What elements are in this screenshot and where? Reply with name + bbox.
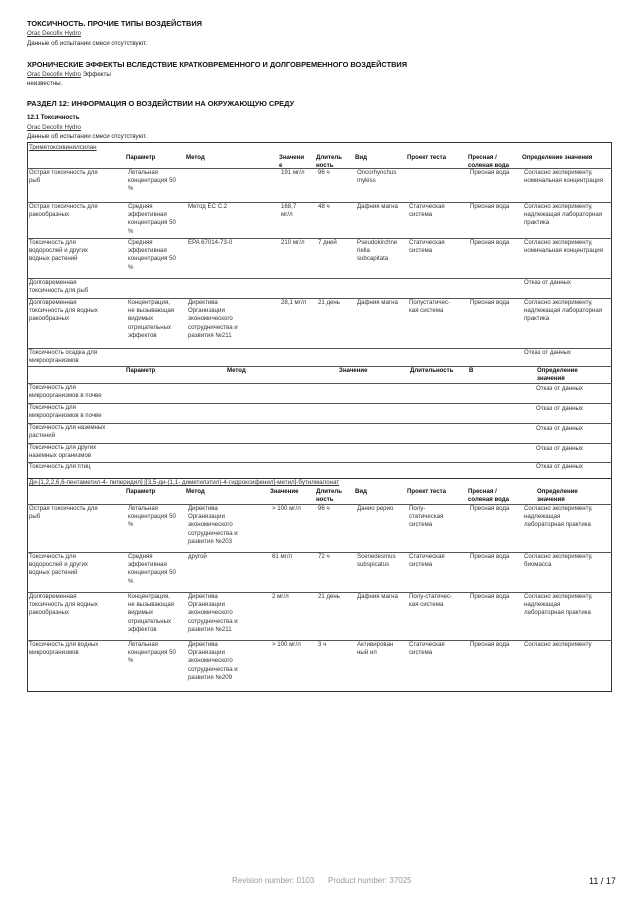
table-cell: Отказ от данных: [524, 349, 571, 356]
table-cell: Средняя эффективная концентрация 50 %: [128, 239, 176, 271]
column-header: Вид: [355, 154, 368, 161]
column-header: Параметр: [126, 488, 156, 495]
table-cell: Согласно эксперименту, надлежащая лабораторная практика: [524, 593, 593, 617]
section-title-toxicity: ТОКСИЧНОСТЬ. ПРОЧИЕ ТИПЫ ВОЗДЕЙСТВИЯ: [27, 19, 202, 28]
row-label: Долговременная токсичность для рыб: [29, 279, 89, 295]
row-label: Острая токсичность для рыб: [29, 505, 98, 521]
table-cell: Oncorhynchus mykiss: [357, 169, 397, 185]
table-cell: Отказ от данных: [536, 425, 583, 432]
column-header: Пресная / соленая вода: [468, 488, 510, 504]
row-label: Токсичность для микроорганизмов в почве: [29, 384, 102, 400]
table-cell: 96 ч: [318, 505, 330, 512]
table-cell: Пресная вода: [470, 505, 510, 512]
table-body: [27, 486, 612, 690]
column-header: Значение: [339, 367, 368, 374]
table-cell: 61 мг/л: [272, 553, 293, 560]
table-cell: Средняя эффективная концентрация 50 %: [128, 553, 176, 585]
table-cell: Согласно эксперименту, надлежащая лабораторная практика: [524, 505, 593, 529]
table-cell: Директива Организации экономического сотрудничества и развития №203: [188, 505, 238, 545]
table-cell: Летальная концентрация 50 %: [128, 169, 176, 193]
column-header: Метод: [227, 367, 246, 374]
section-12-title: РАЗДЕЛ 12: ИНФОРМАЦИЯ О ВОЗДЕЙСТВИИ НА ОКРУЖАЮЩУЮ СРЕДУ: [27, 99, 295, 108]
column-header: В: [469, 367, 474, 374]
column-header: Метод: [186, 488, 205, 495]
table-cell: Отказ от данных: [536, 385, 583, 392]
row-label: Острая токсичность для рыб: [29, 169, 98, 185]
table-cell: Летальная концентрация 50 %: [128, 505, 176, 529]
table-cell: Пресная вода: [470, 169, 510, 176]
table-cell: 48 ч: [318, 203, 330, 210]
table-cell: Pseudokirchne riella subcapitata: [357, 239, 398, 263]
product-line: [27, 71, 111, 79]
table-cell: Scenedesmus subspicatus: [357, 553, 396, 569]
table-cell: Согласно эксперименту, надлежащая лабораторная практика: [524, 203, 603, 227]
table-cell: Отказ от данных: [536, 463, 583, 470]
section-text: неизвестны.: [27, 80, 63, 87]
row-label: Токсичность осадка для микроорганизмов: [29, 349, 98, 365]
column-header: Длитель ность: [316, 488, 342, 504]
product-link[interactable]: Orac Decofix Hydro: [27, 30, 81, 37]
table-cell: Полу- статическая система: [409, 505, 444, 529]
revision-number: Revision number: 0103: [232, 876, 315, 885]
table-cell: Пресная вода: [470, 203, 510, 210]
table-cell: 21 день: [318, 299, 340, 306]
table-cell: 7 дней: [318, 239, 337, 246]
row-label: Токсичность для водорослей и других водных растений: [29, 239, 88, 263]
subsection-title: 12.1 Токсичность: [27, 114, 80, 121]
column-header: Проект теста: [407, 154, 446, 161]
table-cell: Согласно эксперименту, надлежащая лабораторная практика: [524, 299, 603, 323]
table-cell: Директива Организации экономического сотрудничества и развития №209: [188, 641, 238, 681]
row-label: Долговременная токсичность для водных ракообразных: [29, 299, 98, 323]
row-label: Токсичность для водорослей и других водных растений: [29, 553, 88, 577]
row-label: Долговременная токсичность для водных ракообразных: [29, 593, 98, 617]
table-cell: Пресная вода: [470, 299, 510, 306]
table-cell: Летальная концентрация 50 %: [128, 641, 176, 665]
table-cell: Статическая система: [409, 203, 445, 219]
row-label: Токсичность для других наземных организмов: [29, 444, 97, 460]
table-cell: Согласно эксперименту: [524, 641, 592, 648]
table-cell: 28,1 мг/л: [281, 299, 307, 306]
table-cell: 72 ч: [318, 553, 330, 560]
table-cell: Пресная вода: [470, 553, 510, 560]
table-cell: EPA 67014-73-0: [188, 239, 233, 246]
table-cell: Полу-статичес- кая система: [409, 593, 453, 609]
column-header: Определение значения: [522, 154, 593, 161]
table-cell: Согласно эксперименту, биомасса: [524, 553, 593, 569]
column-header: Определение значения: [537, 488, 578, 504]
table-cell: Директива Организации экономического сотрудничества и развития №211: [188, 299, 238, 339]
table-cell: другой: [188, 553, 207, 560]
table-cell: Директива Организации экономического сотрудничества и развития №211: [188, 593, 238, 633]
table-cell: 21 день: [318, 593, 340, 600]
row-label: Токсичность для птиц: [29, 463, 91, 470]
table-cell: Полустатичес- кая система: [409, 299, 451, 315]
table-cell: 2 мг/л: [272, 593, 289, 600]
product-link[interactable]: Orac Decofix Hydro: [27, 124, 81, 131]
table-cell: Концентрация, не вызывающая видимых отрицательных эффектов: [128, 593, 175, 633]
column-header: Параметр: [126, 367, 156, 374]
table-cell: 191 мг/л: [281, 169, 305, 176]
table-cell: Метод ЕС С.2: [188, 203, 228, 210]
table-cell: Концентрация, не вызывающая видимых отрицательных эффектов: [128, 299, 175, 339]
column-header: Пресная / соленая вода: [468, 154, 510, 170]
table-cell: > 100 мг/л: [272, 505, 301, 512]
table-cell: Дафния магна: [357, 203, 398, 210]
table-cell: > 100 мг/л: [272, 641, 301, 648]
row-label: Токсичность для водных микроорганизмов: [29, 641, 99, 657]
table-cell: Пресная вода: [470, 593, 510, 600]
table-cell: Статическая система: [409, 239, 445, 255]
table-cell: Дафния магна: [357, 593, 398, 600]
table-cell: Статическая система: [409, 553, 445, 569]
substance-name: Ди-[1,2,2,6,6-пентаметил-4- пиперидил] [[3,5-ди-(1,1- диметилэтил)-4-гидроксифенил]-метил]-бутилмалонат: [29, 479, 340, 486]
column-header: Вид: [355, 488, 368, 495]
table-cell: Отказ от данных: [524, 279, 571, 286]
table-cell: Отказ от данных: [536, 405, 583, 412]
table-cell: 168,7 мг/л: [281, 203, 297, 219]
table-cell: 210 мг/л: [281, 239, 305, 246]
column-header: Проект теста: [407, 488, 446, 495]
table-body: [27, 152, 612, 477]
table-cell: Дафния магна: [357, 299, 398, 306]
row-label: Токсичность для микроорганизмов в почве: [29, 404, 102, 420]
table-cell: Средняя эффективная концентрация 50 %: [128, 203, 176, 235]
table-cell: 96 ч: [318, 169, 330, 176]
column-header: Параметр: [126, 154, 156, 161]
table-cell: Согласно эксперименту, номинальная концентрация: [524, 169, 604, 185]
row-label: Токсичность для наземных растений: [29, 424, 106, 440]
table-cell: Пресная вода: [470, 641, 510, 648]
table-cell: Согласно эксперименту, номинальная концентрация: [524, 239, 604, 255]
section-text: Данные об испытании смеси отсутствуют.: [27, 40, 148, 47]
product-number: Product number: 37025: [328, 876, 412, 885]
section-text: Данные об испытании смеси отсутствуют.: [27, 133, 148, 140]
column-header: Значение: [270, 488, 299, 495]
column-header: Метод: [186, 154, 205, 161]
table-cell: 3 ч: [318, 641, 327, 648]
section-title-chronic: ХРОНИЧЕСКИЕ ЭФФЕКТЫ ВСЛЕДСТВИЕ КРАТКОВРЕМЕННОГО И ДОЛГОВРЕМЕННОГО ВОЗДЕЙСТВИЯ: [27, 60, 408, 69]
table-cell: Отказ от данных: [536, 445, 583, 452]
product-suffix: Эффекты: [80, 71, 111, 78]
column-header: Значени е: [279, 154, 305, 170]
table-cell: Пресная вода: [470, 239, 510, 246]
column-header: Определение значения: [537, 367, 578, 383]
product-link[interactable]: Orac Decofix Hydro: [27, 71, 81, 78]
column-header: Длитель ность: [316, 154, 342, 170]
row-label: Острая токсичность для ракообразных: [29, 203, 98, 219]
table-cell: Активирован ный ил: [357, 641, 394, 657]
substance-name: Триметоксивинилсилан: [29, 144, 97, 151]
page-number: 11 / 17: [589, 876, 616, 886]
table-cell: Статическая система: [409, 641, 445, 657]
table-cell: Данио рерио: [357, 505, 394, 512]
column-header: Длительность: [410, 367, 454, 374]
